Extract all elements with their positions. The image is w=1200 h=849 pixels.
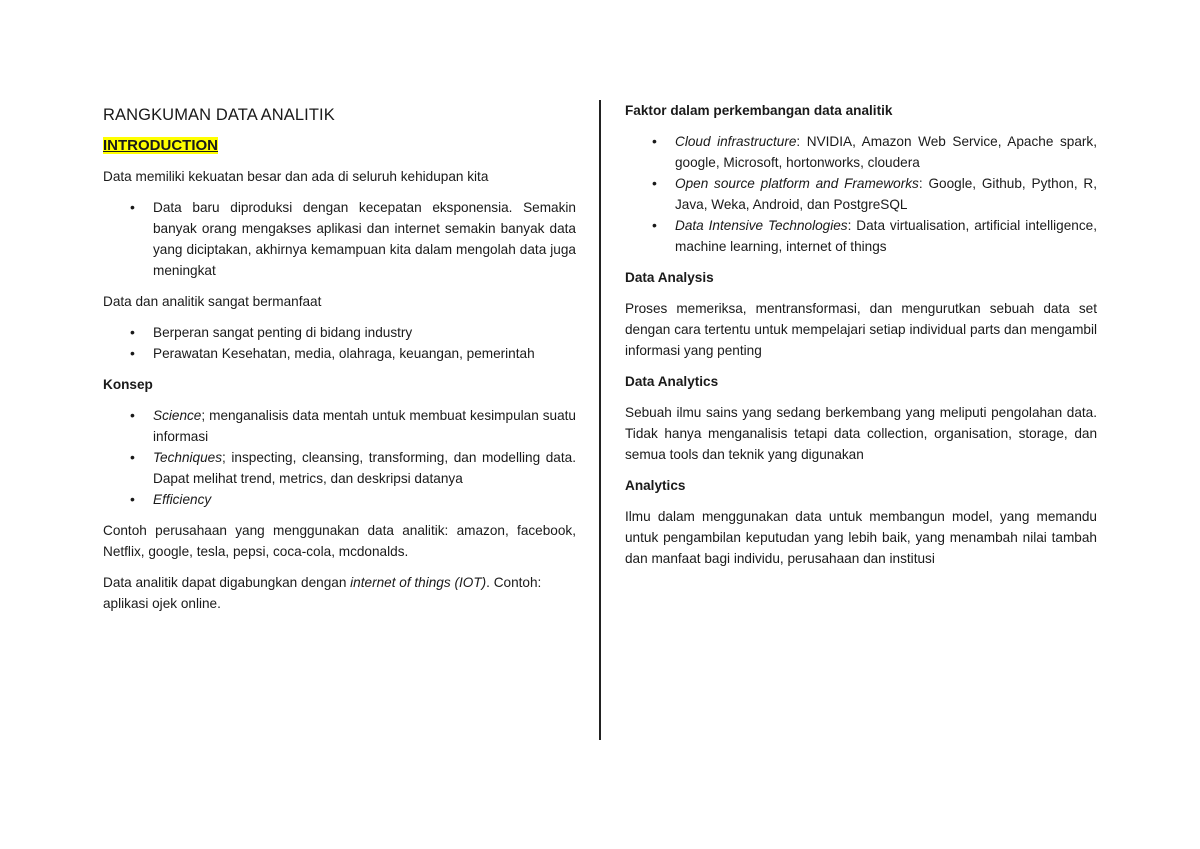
- faktor-heading: Faktor dalam perkembangan data analitik: [625, 103, 893, 118]
- list-item: • Techniques; inspecting, cleansing, transforming, dan modelling data. Dapat melihat trend, metrics, dan deskripsi datanya: [103, 447, 576, 489]
- paragraph-companies: Contoh perusahaan yang menggunakan data analitik: amazon, facebook, Netflix, google, tesla, pepsi, coca-cola, mcdonalds.: [103, 523, 576, 559]
- term-science: Science: [153, 408, 202, 423]
- list-item: • Science; menganalisis data mentah untuk membuat kesimpulan suatu informasi: [103, 405, 576, 447]
- data-analysis-text: Proses memeriksa, mentransformasi, dan mengurutkan sebuah data set dengan cara tertentu untuk mempelajari setiap individual parts dan mengambil informasi yang penting: [625, 301, 1097, 358]
- list-faktor: [625, 131, 1097, 257]
- list-item: • Perawatan Kesehatan, media, olahraga, keuangan, pemerintah: [103, 343, 576, 364]
- list-item: • Berperan sangat penting di bidang industry: [103, 322, 576, 343]
- analytics-text: Ilmu dalam menggunakan data untuk membangun model, yang memandu untuk pengambilan keputudan yang lebih baik, yang menambah nilai tambah dan manfaat bagi individu, perusahaan dan institusi: [625, 509, 1097, 566]
- list-item: • Cloud infrastructure: NVIDIA, Amazon Web Service, Apache spark, google, Microsoft, hortonworks, cloudera: [625, 131, 1097, 173]
- introduction-heading: [103, 137, 576, 154]
- left-column: [103, 100, 576, 624]
- list-item: [103, 489, 576, 510]
- term-open-source: Open source platform and Frameworks: [675, 176, 919, 191]
- paragraph-iot: Data analitik dapat digabungkan dengan internet of things (IOT). Contoh: aplikasi ojek online.: [103, 575, 542, 611]
- term-techniques: Techniques: [153, 450, 223, 465]
- konsep-heading: Konsep: [103, 377, 153, 392]
- introduction-heading-text: INTRODUCTION: [103, 137, 218, 154]
- paragraph-data-benefits: Data dan analitik sangat bermanfaat: [103, 294, 322, 309]
- list-item: • Data Intensive Technologies: Data virtualisation, artificial intelligence, machine learning, internet of things: [625, 215, 1097, 257]
- list-item: • Open source platform and Frameworks: Google, Github, Python, R, Java, Weka, Android, dan PostgreSQL: [625, 173, 1097, 215]
- document-title: RANGKUMAN DATA ANALITIK: [103, 106, 335, 124]
- list-benefits: [103, 322, 576, 364]
- analytics-heading: Analytics: [625, 478, 686, 493]
- list-data-growth: [103, 197, 576, 281]
- term-efficiency: Efficiency: [153, 492, 212, 507]
- column-divider: [599, 100, 601, 740]
- list-item: • Data baru diproduksi dengan kecepatan eksponensia. Semakin banyak orang mengakses aplikasi dan internet semakin banyak data yang diciptakan, akhirnya kemampuan kita dalam mengolah data juga meningkat: [103, 197, 576, 281]
- term-data-intensive: Data Intensive Technologies: [675, 218, 848, 233]
- term-cloud: Cloud infrastructure: [675, 134, 797, 149]
- data-analytics-heading: Data Analytics: [625, 374, 719, 389]
- data-analytics-text: Sebuah ilmu sains yang sedang berkembang yang meliputi pengolahan data. Tidak hanya menganalisis tetapi data collection, organisation, storage, dan semua tools dan teknik yang digunakan: [625, 405, 1097, 462]
- data-analysis-heading: Data Analysis: [625, 270, 714, 285]
- right-column: [625, 100, 1097, 579]
- list-konsep: [103, 405, 576, 510]
- paragraph-data-power: Data memiliki kekuatan besar dan ada di seluruh kehidupan kita: [103, 169, 489, 184]
